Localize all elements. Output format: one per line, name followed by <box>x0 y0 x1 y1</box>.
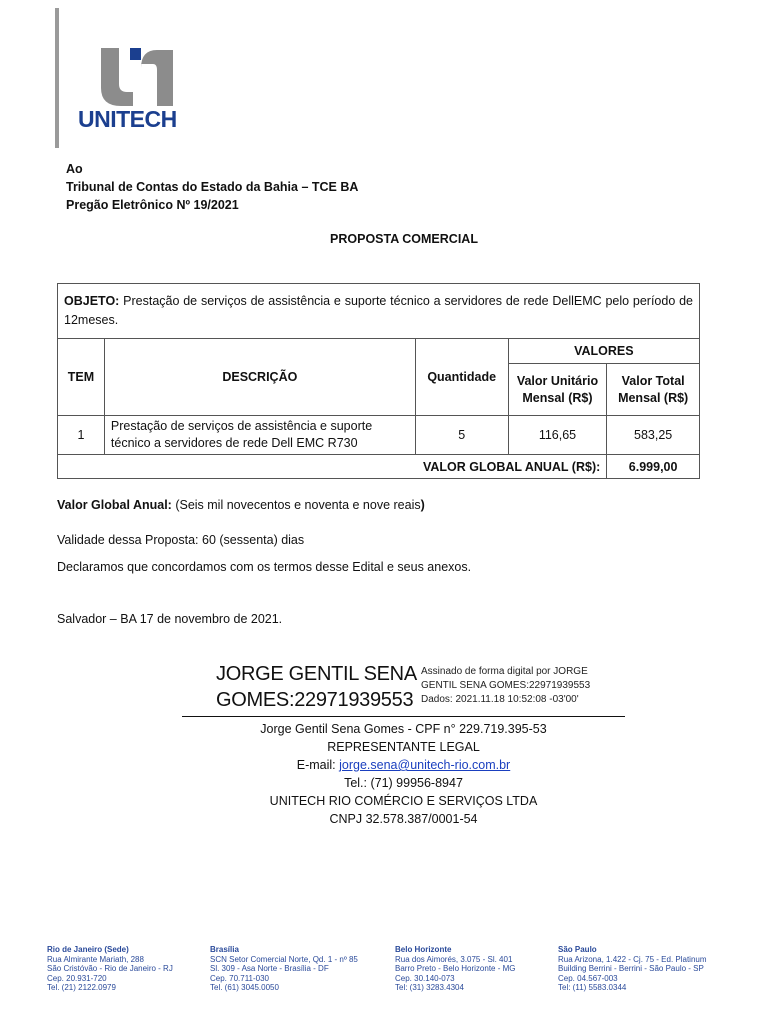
signer-block <box>182 720 625 828</box>
email-link[interactable]: jorge.sena@unitech-rio.com.br <box>339 758 511 772</box>
signature-name-line-2: GOMES:22971939553 <box>216 689 414 711</box>
footer-office-rio <box>47 945 173 993</box>
valor-global-anual <box>57 498 425 512</box>
signer-cnpj: CNPJ 32.578.387/0001-54 <box>329 812 478 826</box>
footer-line: SCN Setor Comercial Norte, Qd. 1 - nº 85 <box>210 954 358 964</box>
recipient-line-2: Tribunal de Contas do Estado da Bahia – TCE BA <box>66 180 359 194</box>
footer-line: Sl. 309 - Asa Norte - Brasília - DF <box>210 964 329 973</box>
footer-office-bh <box>395 945 515 993</box>
footer-city: São Paulo <box>558 945 597 954</box>
header-item: TEM <box>58 339 105 416</box>
company-logo-text: UNITECH <box>78 106 177 132</box>
footer-city: Belo Horizonte <box>395 945 452 954</box>
signer-email-line <box>182 756 625 774</box>
signer-role: REPRESENTANTE LEGAL <box>327 740 480 754</box>
signer-company: UNITECH RIO COMÉRCIO E SERVIÇOS LTDA <box>269 794 538 808</box>
footer-line: Rua dos Aimorés, 3.075 - Sl. 401 <box>395 954 513 964</box>
valor-global-label: Valor Global Anual: <box>57 498 172 512</box>
digital-signature-name <box>216 661 417 713</box>
digital-signature-line-2: GENTIL SENA GOMES:22971939553 <box>421 680 591 691</box>
objeto-text: Prestação de serviços de assistência e suporte técnico a servidores de rede DellEMC pelo período de 12meses. <box>64 294 693 327</box>
global-value-label: VALOR GLOBAL ANUAL (R$): <box>58 455 607 479</box>
header-descricao: DESCRIÇÃO <box>104 339 415 416</box>
row-quantidade: 5 <box>415 416 508 455</box>
header-divider-bar <box>55 8 59 148</box>
header-valores: VALORES <box>508 339 699 364</box>
declaramos-text: Declaramos que concordamos com os termos desse Edital e seus anexos. <box>57 560 472 574</box>
footer-line: São Cristóvão - Rio de Janeiro - RJ <box>47 964 173 973</box>
footer-line: Barro Preto - Belo Horizonte - MG <box>395 964 516 973</box>
objeto-cell <box>58 284 700 339</box>
local-date: Salvador – BA 17 de novembro de 2021. <box>57 612 283 626</box>
footer-line: Rua Arizona, 1.422 - Cj. 75 - Ed. Platinum <box>558 954 707 964</box>
footer-office-sp <box>558 945 707 993</box>
footer-line: Tel. (21) 2122.0979 <box>47 983 116 992</box>
signer-name-cpf: Jorge Gentil Sena Gomes - CPF n° 229.719.395-53 <box>260 722 547 736</box>
footer-line: Cep. 30.140-073 <box>395 973 455 983</box>
objeto-label: OBJETO: <box>64 294 120 308</box>
digital-signature-line-1: Assinado de forma digital por JORGE <box>421 666 588 677</box>
digital-signature-stamp <box>421 665 590 707</box>
row-item: 1 <box>58 416 105 455</box>
footer-city: Rio de Janeiro (Sede) <box>47 945 129 954</box>
footer-line: Tel. (61) 3045.0050 <box>210 983 279 992</box>
header-valor-unitario: Valor Unitário Mensal (R$) <box>508 364 607 416</box>
footer-line: Cep. 20.931-720 <box>47 973 107 983</box>
signer-tel: Tel.: (71) 99956-8947 <box>344 776 463 790</box>
recipient-line-3: Pregão Eletrônico Nº 19/2021 <box>66 198 239 212</box>
header-quantidade: Quantidade <box>415 339 508 416</box>
signature-line <box>182 716 625 717</box>
validade-text: Validade dessa Proposta: 60 (sessenta) dias <box>57 533 305 547</box>
header-valor-total: Valor Total Mensal (R$) <box>607 364 700 416</box>
digital-signature-line-3: Dados: 2021.11.18 10:52:08 -03'00' <box>421 694 579 705</box>
footer-office-brasilia <box>210 945 358 993</box>
row-valor-unitario: 116,65 <box>508 416 607 455</box>
footer-line: Tel: (11) 5583.0344 <box>558 983 627 992</box>
recipient-line-1: Ao <box>66 162 83 176</box>
table-row <box>58 416 700 455</box>
proposal-table <box>57 283 700 479</box>
signature-name-line-1: JORGE GENTIL SENA <box>216 663 417 685</box>
footer-line: Tel: (31) 3283.4304 <box>395 983 464 992</box>
row-valor-total: 583,25 <box>607 416 700 455</box>
unitech-logo-icon <box>97 44 177 108</box>
row-descricao: Prestação de serviços de assistência e suporte técnico a servidores de rede Dell EMC R730 <box>104 416 415 455</box>
footer-line: Building Berrini - Berrini - São Paulo - SP <box>558 964 704 973</box>
global-value: 6.999,00 <box>607 455 700 479</box>
footer-city: Brasília <box>210 945 239 954</box>
valor-global-close: ) <box>420 498 425 512</box>
valor-global-text: (Seis mil novecentos e noventa e nove reais <box>171 498 421 512</box>
email-label: E-mail: <box>296 758 340 772</box>
footer-line: Rua Almirante Mariath, 288 <box>47 954 144 964</box>
footer-line: Cep. 70.711-030 <box>210 973 270 983</box>
recipient-block <box>66 160 358 214</box>
footer-line: Cep. 04.567-003 <box>558 973 618 983</box>
page-title: PROPOSTA COMERCIAL <box>330 232 478 246</box>
